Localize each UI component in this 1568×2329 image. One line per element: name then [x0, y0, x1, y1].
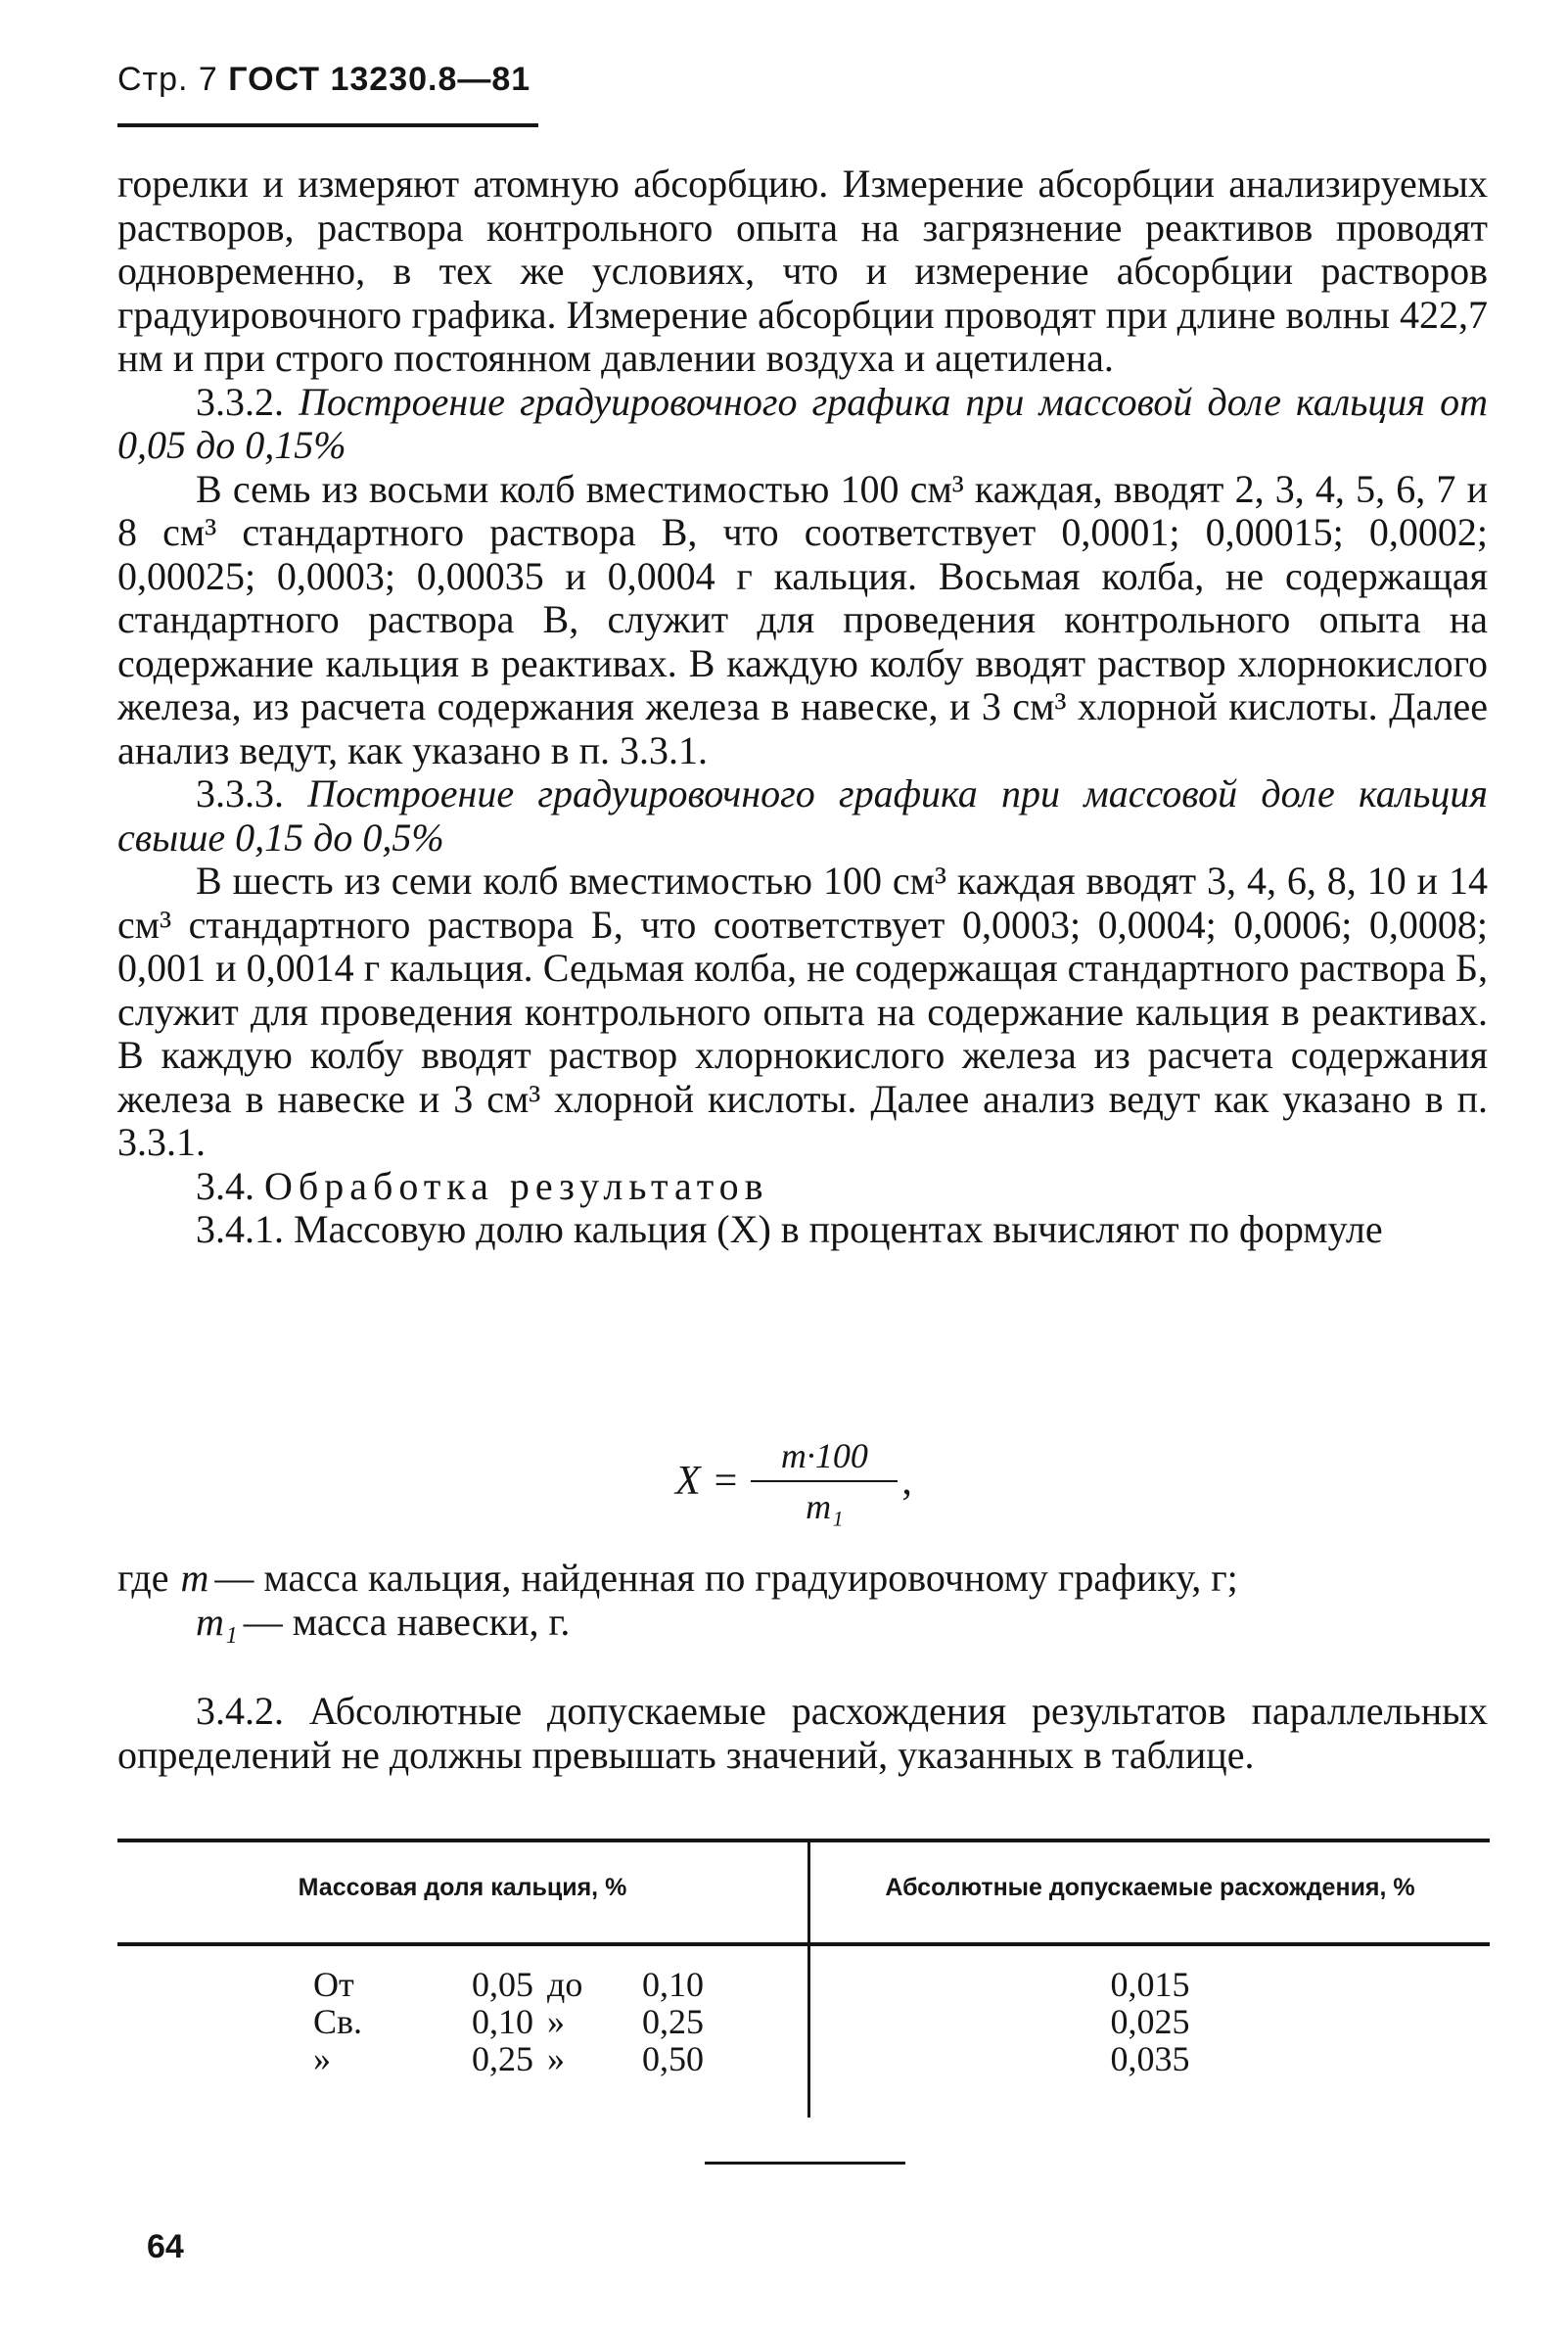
legend-item: [117, 1601, 1488, 1645]
standard-number: ГОСТ 13230.8—81: [228, 61, 531, 98]
formula-fraction: [751, 1435, 898, 1527]
range-from: 0,25: [472, 2039, 533, 2078]
table-cell-value: 0,015: [1110, 1965, 1190, 2004]
section-3-4-1-text: 3.4.1. Массовую долю кальция (X) в процентах вычисляют по формуле: [196, 1207, 1383, 1251]
section-3-3-2-text: В семь из восьми колб вместимостью 100 см³ каждая, вводят 2, 3, 4, 5, 6, 7 и 8 см³ стандартного раствора В, что соответствует 0,0001; 0,00015; 0,0002; 0,00025; 0,0003; 0,00035 и 0,0004 г кальция. Восьмая колба, не содержащая стандартного раствора В, служит для проведения контрольного опыта на содержание кальция в реактивах. В каждую колбу вводят раствор хлорнокислого железа, из расчета содержания железа в навеске, и 3 см³ хлорной кислоты. Далее анализ ведут, как указано в п. 3.3.1.: [117, 466, 1488, 772]
range-to-label: »: [547, 2002, 565, 2041]
tolerance-table: [117, 1839, 1490, 2118]
paragraph-continuation: горелки и измеряют атомную абсорбцию. Измерение абсорбции анализируемых растворов, раствора контрольного опыта на загрязнение реактивов проводят одновременно, в тех же условиях, что и измерение абсорбции растворов градуировочного графика. Измерение абсорбции проводят при длине волны 422,7 нм и при строго постоянном давлении воздуха и ацетилена.: [117, 162, 1488, 380]
formula-legend: [117, 1557, 1488, 1644]
table-row: [313, 1966, 704, 2003]
legend-text: — масса навески, г.: [243, 1599, 571, 1644]
table-header-tolerance: Абсолютные допускаемые расхождения, %: [885, 1874, 1415, 1901]
formula: [675, 1435, 912, 1527]
section-3-4-heading: [117, 1165, 1488, 1209]
formula-comma: ,: [901, 1459, 912, 1504]
section-number: 3.3.2.: [196, 379, 284, 424]
legend-symbol: m: [180, 1556, 209, 1600]
page-number: 64: [147, 2228, 184, 2265]
range-to: 0,50: [642, 2039, 704, 2078]
section-3-3-3-heading: [117, 772, 1488, 860]
range-from-label: Св.: [313, 2002, 363, 2041]
legend-item: [117, 1557, 1488, 1601]
formula-numerator: m·100: [780, 1436, 868, 1475]
page-label: Стр. 7: [117, 61, 218, 98]
formula-denominator: m₁: [806, 1487, 844, 1526]
range-from-label: »: [313, 2039, 331, 2078]
table-header-mass-fraction: Массовая доля кальция, %: [298, 1874, 627, 1901]
formula-lhs: X: [675, 1459, 701, 1504]
formula-equals: =: [714, 1459, 738, 1504]
range-to: 0,25: [642, 2002, 704, 2041]
section-title: Построение градуировочного графика при массовой доле кальция от 0,05 до 0,15%: [117, 379, 1489, 467]
section-number: 3.3.3.: [196, 771, 284, 815]
range-from-label: От: [313, 1965, 354, 2004]
table-row: [313, 2003, 704, 2040]
section-3-3-3-text: В шесть из семи колб вместимостью 100 см³ каждая вводят 3, 4, 6, 8, 10 и 14 см³ стандартного раствора Б, что соответствует 0,0003; 0,0004; 0,0006; 0,0008; 0,001 и 0,0014 г кальция. Седьмая колба, не содержащая стандартного раствора Б, служит для проведения контрольного опыта на содержание кальция в реактивах. В каждую колбу вводят раствор хлорнокислого железа из расчета содержания железа в навеске и 3 см³ хлорной кислоты. Далее анализ ведут как указано в п. 3.3.1.: [117, 859, 1488, 1164]
section-title: Построение градуировочного графика при массовой доле кальция свыше 0,15 до 0,5%: [117, 771, 1488, 860]
header-rule: [117, 123, 538, 127]
table-column-tolerance: [810, 1966, 1490, 2077]
range-to-label: до: [547, 1965, 583, 2004]
table-top-rule: [117, 1839, 1490, 1842]
table-cell-value: 0,025: [1110, 2002, 1190, 2041]
main-text: [117, 163, 1488, 1252]
section-3-3-2-heading: [117, 381, 1488, 468]
table-header-rule: [117, 1942, 1490, 1946]
closing-text: [117, 1690, 1488, 1777]
section-3-4-2-text: 3.4.2. Абсолютные допускаемые расхождения результатов параллельных определений не должны превышать значений, указанных в таблице.: [117, 1689, 1488, 1777]
section-title: Обработка результатов: [264, 1163, 769, 1208]
table-cell-value: 0,035: [1110, 2039, 1190, 2078]
section-number: 3.4.: [196, 1163, 254, 1208]
legend-prefix: где: [117, 1556, 169, 1600]
range-from: 0,10: [472, 2002, 533, 2041]
range-to-label: »: [547, 2039, 565, 2078]
range-to: 0,10: [642, 1965, 704, 2004]
range-from: 0,05: [472, 1965, 533, 2004]
page-header: [117, 61, 530, 99]
legend-text: — масса кальция, найденная по градуировочному графику, г;: [214, 1556, 1238, 1600]
fraction-bar: [751, 1480, 898, 1482]
legend-symbol: m₁: [196, 1599, 238, 1644]
table-column-range: [313, 1966, 704, 2077]
table-row: [313, 2040, 704, 2077]
footer-rule: [705, 2162, 905, 2165]
